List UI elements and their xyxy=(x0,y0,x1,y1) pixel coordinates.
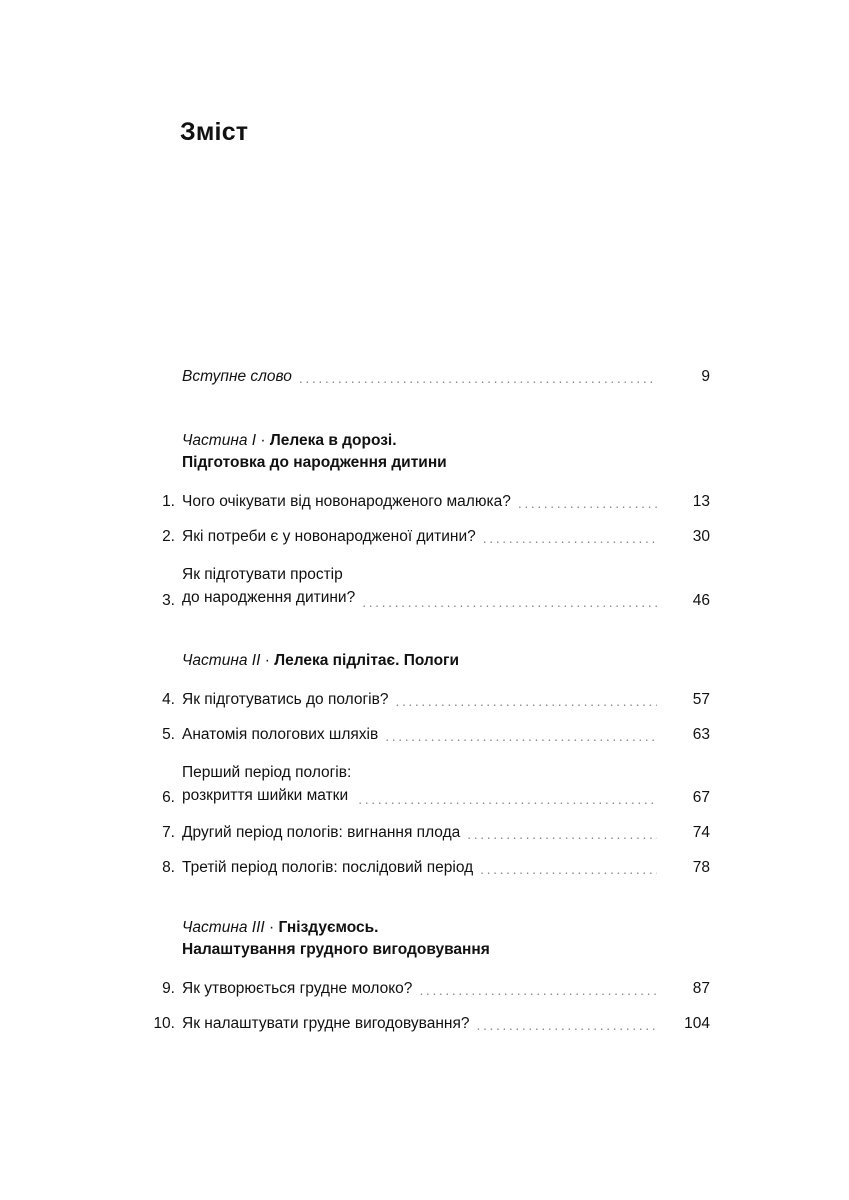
toc-entry-page: 13 xyxy=(692,493,710,510)
toc-entry-title-line2: розкриття шийки матки xyxy=(182,786,349,804)
toc-entry-title: Другий період пологів: вигнання плода xyxy=(182,824,461,841)
toc-entry-page: 78 xyxy=(692,859,710,876)
dot-leader xyxy=(480,861,657,877)
toc-entry-page: 74 xyxy=(692,824,710,841)
toc-entry-page: 67 xyxy=(692,789,710,806)
toc-entry-title: Чого очікувати від новонародженого малюка? xyxy=(182,493,511,510)
dot-leader xyxy=(467,826,657,842)
toc-entry-title-block xyxy=(182,563,355,610)
toc-entry-number: 7. xyxy=(162,824,175,841)
toc-entry[interactable] xyxy=(150,761,710,808)
toc-entry-page: 87 xyxy=(692,980,710,997)
toc-entry-number: 6. xyxy=(162,789,175,806)
toc-entry[interactable] xyxy=(150,528,710,546)
toc-part-heading xyxy=(182,917,710,961)
toc-part-separator: · xyxy=(264,651,270,669)
dot-leader xyxy=(385,728,657,744)
toc-entry-intro[interactable] xyxy=(150,368,710,386)
toc-part-label: Частина III xyxy=(182,919,265,936)
toc-entry-page: 46 xyxy=(692,591,710,609)
toc-entry[interactable] xyxy=(150,563,710,610)
toc-entry-number: 4. xyxy=(162,690,175,708)
toc-part-separator: · xyxy=(260,432,266,449)
toc-entry-title-line2: до народження дитини? xyxy=(182,589,356,607)
toc-entry[interactable] xyxy=(150,859,710,877)
toc-entry-title: Вступне слово xyxy=(182,368,292,385)
dot-leader xyxy=(362,594,657,610)
toc-entry-number: 2. xyxy=(162,528,175,545)
spacer xyxy=(150,894,710,917)
spacer xyxy=(150,627,710,650)
toc-entry-title: Як утворюється грудне молоко? xyxy=(182,980,413,997)
toc-entry[interactable] xyxy=(150,691,710,709)
dot-leader xyxy=(483,530,657,546)
toc-entry-number: 5. xyxy=(162,725,175,743)
toc-entry-page: 9 xyxy=(701,368,710,385)
toc-entry[interactable] xyxy=(150,493,710,511)
toc-part-title-line2: Підготовка до народження дитини xyxy=(182,454,447,471)
toc-part-title-line2: Налаштування грудного вигодовування xyxy=(182,941,490,958)
toc-part-separator: · xyxy=(269,919,275,936)
toc-entry-title-line1: Перший період пологів: xyxy=(182,763,352,781)
toc-entry-title-line1: Як підготувати простір xyxy=(182,566,343,583)
toc-part-label: Частина I xyxy=(182,432,257,449)
toc-entry-title: Анатомія пологових шляхів xyxy=(182,725,379,743)
dot-leader xyxy=(358,791,657,807)
dot-leader xyxy=(299,370,657,386)
toc-entry-title: Третій період пологів: послідовий період xyxy=(182,859,474,876)
toc-part-title-line1: Гніздуємось. xyxy=(278,919,379,936)
toc-entry-number: 3. xyxy=(162,591,175,609)
table-of-contents xyxy=(150,368,710,1050)
toc-entry-title: Як налаштувати грудне вигодовування? xyxy=(182,1015,470,1032)
toc-entry-number: 8. xyxy=(162,859,175,876)
toc-part-title-line1: Лелека підлітає. Пологи xyxy=(274,651,460,669)
toc-entry-page: 104 xyxy=(684,1015,710,1032)
toc-part-label: Частина II xyxy=(182,651,261,669)
toc-entry-title: Які потреби є у новонародженої дитини? xyxy=(182,528,476,545)
toc-entry-title-block xyxy=(182,761,351,808)
dot-leader xyxy=(419,982,657,998)
toc-part-title-line1: Лелека в дорозі. xyxy=(269,432,397,449)
dot-leader xyxy=(476,1017,657,1033)
toc-entry-page: 57 xyxy=(692,690,710,708)
toc-entry[interactable] xyxy=(150,1015,710,1033)
toc-entry-number: 10. xyxy=(153,1015,175,1032)
toc-entry-number: 9. xyxy=(162,980,175,997)
toc-part-heading xyxy=(182,650,710,672)
toc-entry-page: 63 xyxy=(692,725,710,743)
toc-entry[interactable] xyxy=(150,980,710,998)
toc-part-heading xyxy=(182,430,710,474)
page-title: Зміст xyxy=(180,118,249,146)
dot-leader xyxy=(395,693,657,709)
toc-entry[interactable] xyxy=(150,824,710,842)
toc-entry[interactable] xyxy=(150,726,710,744)
toc-entry-title: Як підготуватись до пологів? xyxy=(182,690,389,708)
dot-leader xyxy=(518,495,657,511)
toc-entry-page: 30 xyxy=(692,528,710,545)
toc-entry-number: 1. xyxy=(162,493,175,510)
